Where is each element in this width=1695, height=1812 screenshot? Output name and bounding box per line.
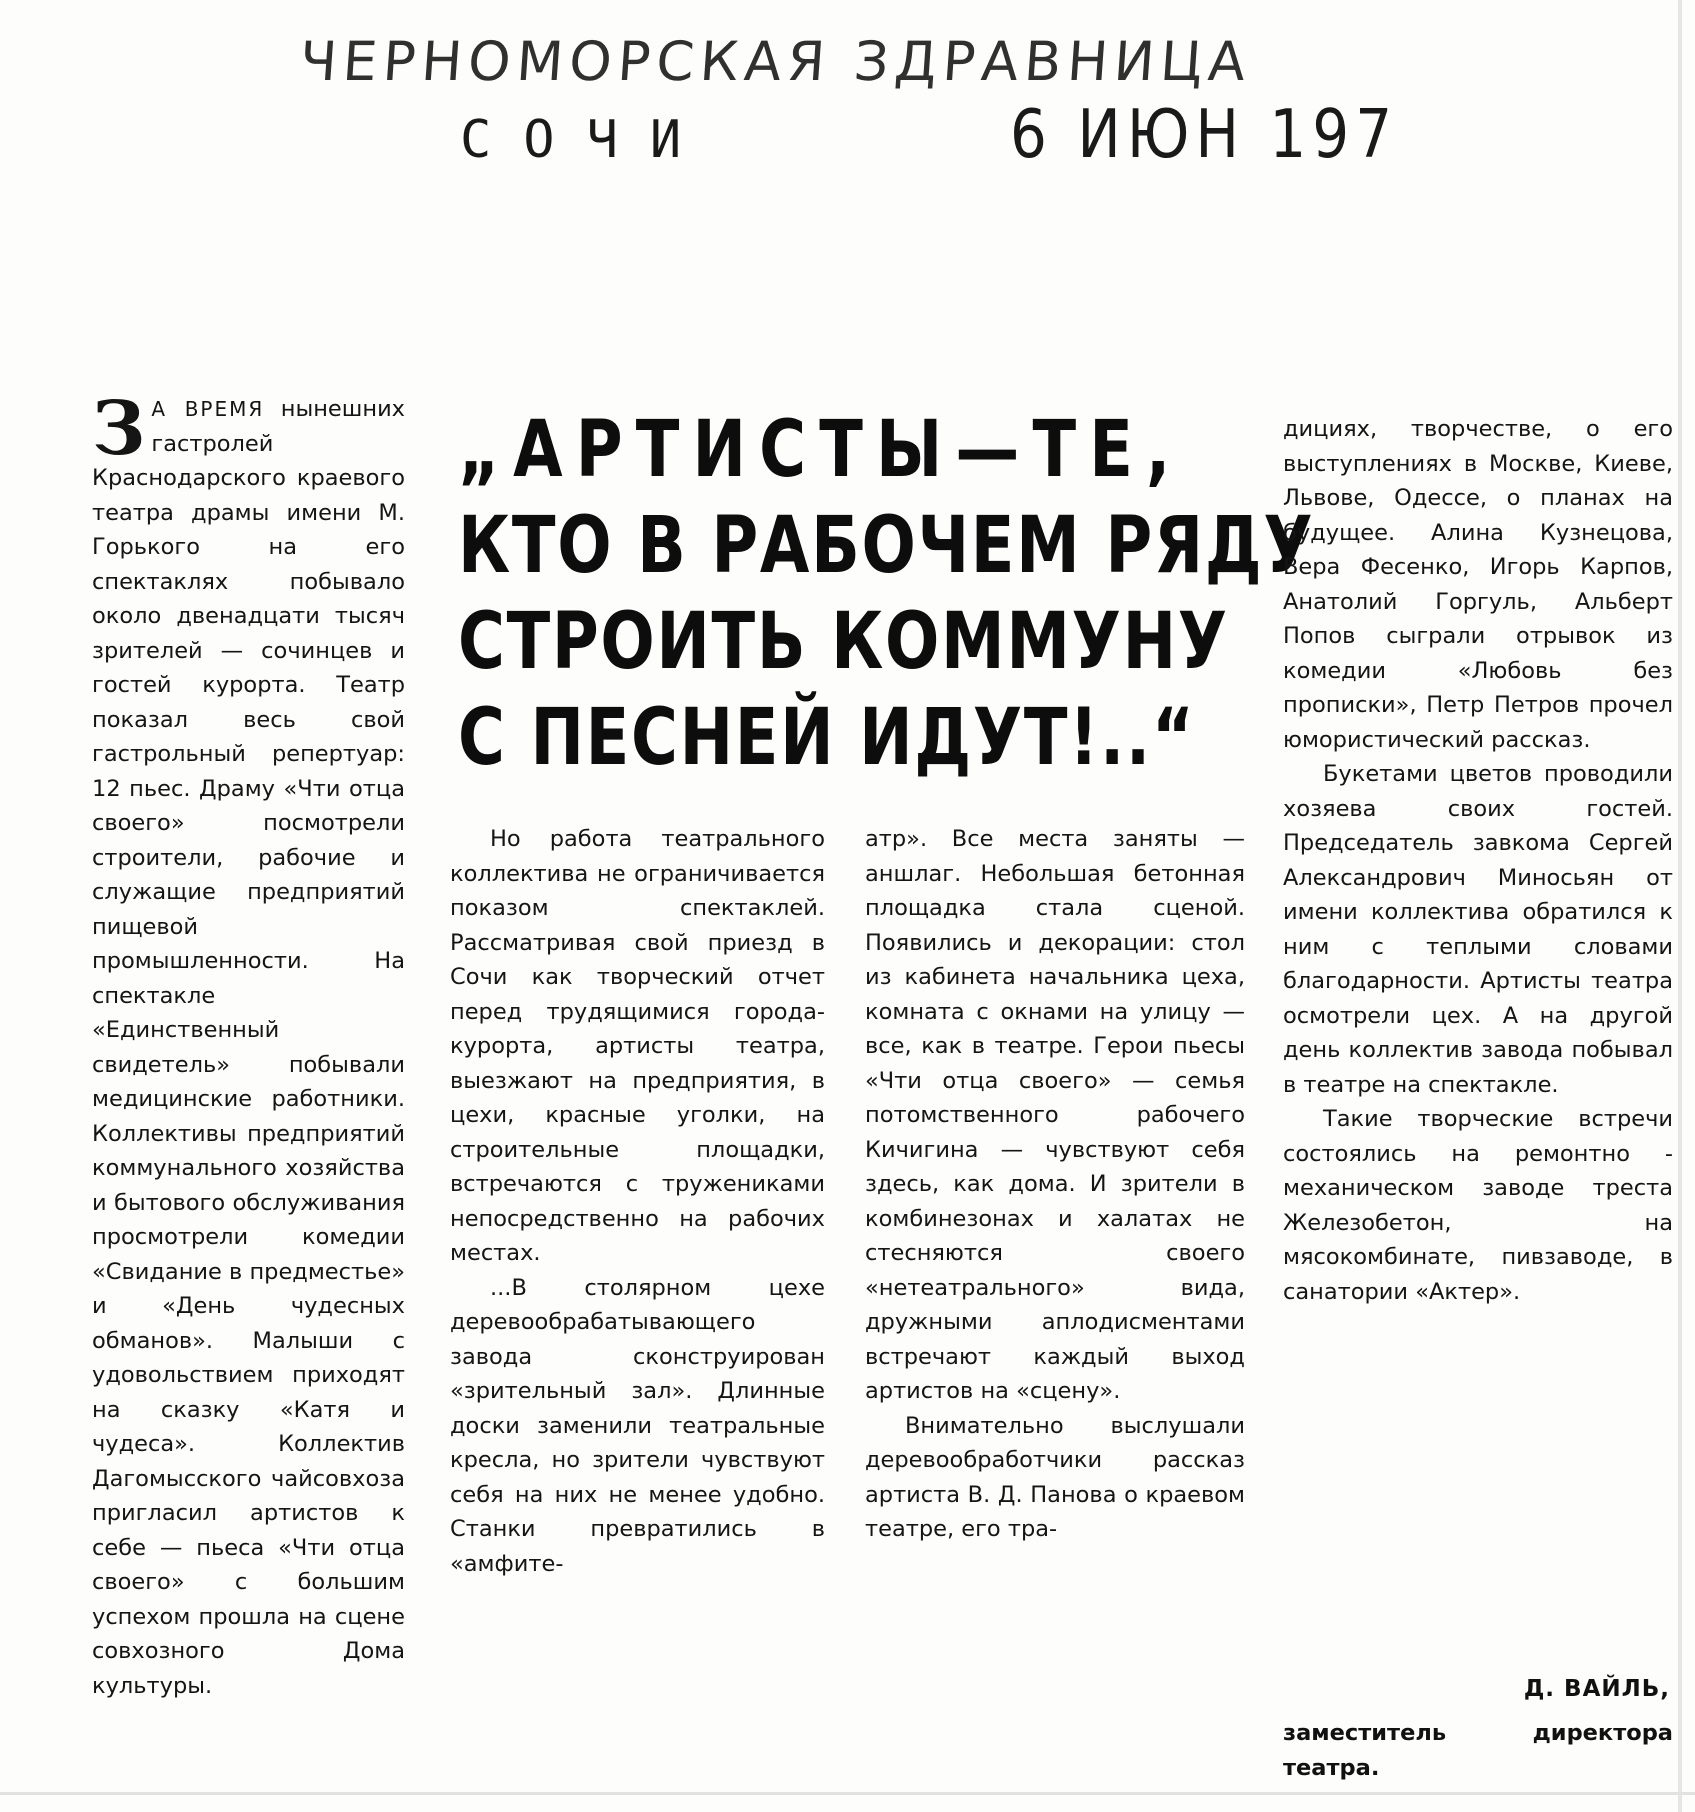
lead-caps: А ВРЕМЯ <box>151 397 265 421</box>
column-4-paragraph-3: Такие творческие встречи состоялись на ремонтно - механическом заводе треста Железобетон, на мясокомбинате, пивзаводе, в санатории «Актер». <box>1283 1106 1673 1305</box>
column-2-paragraph-2: ...В столярном цехе деревообрабатывающего завода сконструирован «зрительный зал». Длинные доски заменили театральные кресла, но зрители чувствуют себя на них не менее удобно. Станки превратились в «амфите- <box>450 1274 825 1577</box>
column-3-paragraph-2: Внимательно выслушали деревообработчики рассказ артиста В. Д. Панова о краевом театре, его тра- <box>865 1412 1245 1542</box>
article-column-1 <box>92 386 406 1703</box>
newspaper-name-stamp: ЧЕРНОМОРСКАЯ ЗДРАВНИЦА <box>297 30 1254 93</box>
column-1-text: нынешних гастролей Краснодарского краевого театра драмы имени М. Горького на его спектаклях побывало около двенадцати тысяч зрителей — сочинцев и гостей курорта. Театр показал весь свой гастрольный репертуар: 12 пьес. Драму «Чти отца своего» посмотрели строители, рабочие и служащие предприятий пищевой промышленности. На спектакле «Единственный свидетель» побывали медицинские работники. Коллективы предприятий коммунального хозяйства и бытового обслуживания просмотрели комедии «Свидание в предместье» и «День чудесных обманов». Малыши с удовольствием приходят на сказку «Катя и чудеса». Коллектив Дагомысского чайсовхоза пригласил артистов к себе — пьеса «Чти отца своего» с большим успехом прошла на сцене совхозного Дома культуры. <box>92 396 406 1699</box>
article-headline <box>458 402 1315 802</box>
column-3-paragraph-1: атр». Все места заняты — аншлаг. Небольшая бетонная площадка стала сценой. Появились и декорации: стол из кабинета начальника цеха, комната с окнами на улицу — все, как в театре. Герои пьесы «Чти отца своего» — семья потомственного рабочего Кичигина — чувствуют себя здесь, как дома. И зрители в комбинезонах и халатах не стесняются своего «нетеатрального» вида, дружными аплодисментами встречают каждый выход артистов на «сцену». <box>865 826 1245 1404</box>
clipping-edge-bottom <box>0 1792 1695 1795</box>
column-4-paragraph-2: Букетами цветов проводили хозяева своих гостей. Председатель завкома Сергей Александрович Миносьян от имени коллектива обратился к ним с теплыми словами благодарности. Артисты театра осмотрели цех. А на другой день коллектив завода побывал в театре на спектакле. <box>1283 761 1673 1098</box>
author-name: Д. ВАЙЛЬ, <box>1523 1676 1670 1702</box>
city-stamp: СОЧИ <box>460 110 714 170</box>
clipping-edge-right <box>1678 0 1682 1812</box>
column-4-paragraph-1: дициях, творчестве, о его выступлениях в Москве, Киеве, Львове, Одессе, о планах на будущее. Алина Кузнецова, Вера Фесенко, Игорь Карпов, Анатолий Горгуль, Альберт Попов сыграли отрывок из комедии «Любовь без прописки», Петр Петров прочел юмористический рассказ. <box>1283 416 1673 753</box>
headline-line-2: КТО В РАБОЧЕМ РЯДУ <box>458 501 1315 591</box>
article-column-3 <box>865 822 1245 1547</box>
article-column-4 <box>1283 412 1673 1309</box>
headline-line-4: С ПЕСНЕЙ ИДУТ!..“ <box>458 693 1196 783</box>
column-2-paragraph-1: Но работа театрального коллектива не ограничивается показом спектаклей. Рассматривая свой приезд в Сочи как творческий отчет перед трудящимися города-курорта, артисты театра, выезжают на предприятия, в цехи, красные уголки, на строительные площадки, встречаются с тружениками непосредственно на рабочих местах. <box>450 826 825 1266</box>
author-role: заместитель директора театра. <box>1283 1720 1673 1781</box>
article-column-2 <box>450 822 825 1581</box>
drop-cap: З <box>92 386 146 472</box>
headline-line-3: СТРОИТЬ КОММУНУ <box>458 597 1229 687</box>
column-1-paragraph <box>92 386 406 1703</box>
date-stamp: 6 ИЮН 197 <box>1010 94 1399 173</box>
headline-line-1: „АРТИСТЫ—ТЕ, <box>458 405 1184 495</box>
